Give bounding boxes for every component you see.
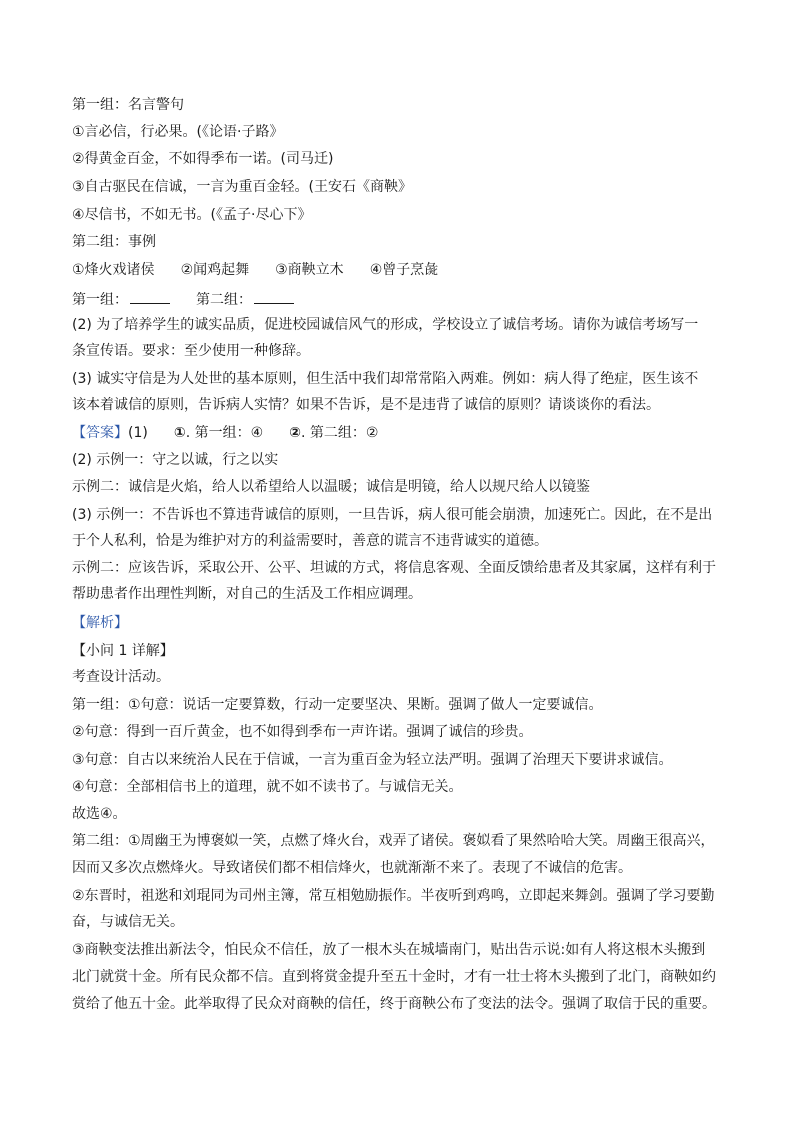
- answer-text: 示例二：应该告诉，采取公开、公平、坦诚的方式，将信息客观、全面反馈给患者及其家属，这样有利于: [72, 560, 716, 576]
- analysis-text: 第一组：①句意：说话一定要算数，行动一定要坚决、果断。强调了做人一定要诚信。: [72, 697, 603, 713]
- example-item: ①烽火戏诸侯: [72, 262, 155, 278]
- answer-num: ②: [289, 425, 302, 441]
- analysis-text: 故选④。: [72, 806, 127, 822]
- analysis-label: 【解析】: [72, 615, 128, 631]
- answer-text: (2) 示例一：守之以诚，行之以实: [72, 452, 279, 468]
- text-line: 第二组：事例: [72, 234, 156, 250]
- group2-blank[interactable]: [254, 289, 294, 304]
- fill-blank-line: [72, 289, 724, 309]
- question-3-line: 该本着诚信的原则，告诉病人实情？如果不告诉，是不是违背了诚信的原则？请谈谈你的看法。: [72, 397, 660, 413]
- answer-text: 于个人私利，恰是为维护对方的利益需要时，善意的谎言不违背诚实的道德。: [72, 533, 548, 549]
- example-item: ④曾子烹彘: [369, 262, 439, 278]
- example-item: ③商鞅立木: [275, 262, 344, 278]
- analysis-text: ②句意：得到一百斤黄金，也不如得到季布一声许诺。强调了诚信的珍贵。: [72, 724, 533, 740]
- text-line: ③自古驱民在信诚，一言为重百金轻。(王安石《商鞅》: [72, 179, 413, 195]
- analysis-text: ③商鞅变法推出新法令，怕民众不信任，放了一根木头在城墙南门，贴出告示说:如有人将这根木头搬到: [72, 942, 706, 958]
- example-list: [72, 261, 724, 279]
- question-2-line: 条宣传语。要求：至少使用一种修辞。: [72, 343, 310, 359]
- answer-text: (3) 示例一：不告诉也不算违背诚信的原则，一旦告诉，病人很可能会崩溃，加速死亡。因此，在不是出: [72, 507, 713, 523]
- analysis-text: 第二组：①周幽王为博褒姒一笑，点燃了烽火台，戏弄了诸侯。褒姒看了果然哈哈大笑。周幽王很高兴，: [72, 833, 715, 849]
- analysis-text: ②东晋时，祖逖和刘琨同为司州主簿，常互相勉励振作。半夜听到鸡鸣，立即起来舞剑。强调了学习要勤: [72, 888, 715, 904]
- text-line: ①言必信，行必果。(《论语·子路》: [72, 124, 284, 140]
- text-line: 第一组：名言警句: [72, 97, 184, 113]
- answer-text: 示例二：诚信是火焰，给人以希望给人以温暖；诚信是明镜，给人以规尺给人以镜鉴: [72, 479, 590, 495]
- analysis-text: 因而又多次点燃烽火。导致诸侯们都不相信烽火，也就渐渐不来了。表现了不诚信的危害。: [72, 860, 632, 876]
- analysis-text: ③句意：自古以来统治人民在于信诚，一言为重百金为轻立法严明。强调了治理天下要讲求诚信。: [72, 752, 673, 768]
- answer-part: . 第一组：④: [185, 425, 264, 441]
- answer-text: 帮助患者作出理性判断，对自己的生活及工作相应调理。: [72, 586, 422, 602]
- analysis-text: 北门就赏十金。所有民众都不信。直到将赏金提升至五十金时，才有一壮士将木头搬到了北门，商鞅如约: [72, 969, 716, 985]
- question-2-line: (2) 为了培养学生的诚实品质，促进校园诚信风气的形成，学校设立了诚信考场。请你为诚信考场写一: [72, 317, 699, 333]
- example-item: ②闻鸡起舞: [180, 262, 250, 278]
- group1-blank[interactable]: [130, 289, 170, 304]
- analysis-text: 赏给了他五十金。此举取得了民众对商鞅的信任，终于商鞅公布了变法的法令。强调了取信于民的重要。: [72, 996, 716, 1012]
- question-3-line: (3) 诚实守信是为人处世的基本原则，但生活中我们却常常陷入两难。例如：病人得了绝症，医生该不: [72, 371, 699, 387]
- answer-line: [72, 424, 724, 442]
- answer-label: 【答案】: [72, 425, 128, 441]
- analysis-text: 奋，与诚信无关。: [72, 914, 184, 930]
- answer-num: ①: [173, 425, 186, 441]
- text-line: ②得黄金百金，不如得季布一诺。(司马迁): [72, 151, 334, 167]
- group2-label: 第二组：: [196, 292, 252, 308]
- analysis-text: ④句意：全部相信书上的道理，就不如不读书了。与诚信无关。: [72, 779, 463, 795]
- answer-prefix: (1): [128, 425, 148, 441]
- answer-part: . 第二组：②: [301, 425, 379, 441]
- group1-label: 第一组：: [72, 292, 128, 308]
- analysis-text: 考查设计活动。: [72, 669, 170, 685]
- text-line: ④尽信书，不如无书。(《孟子·尽心下》: [72, 207, 312, 223]
- detail-label: 【小问 1 详解】: [72, 643, 174, 659]
